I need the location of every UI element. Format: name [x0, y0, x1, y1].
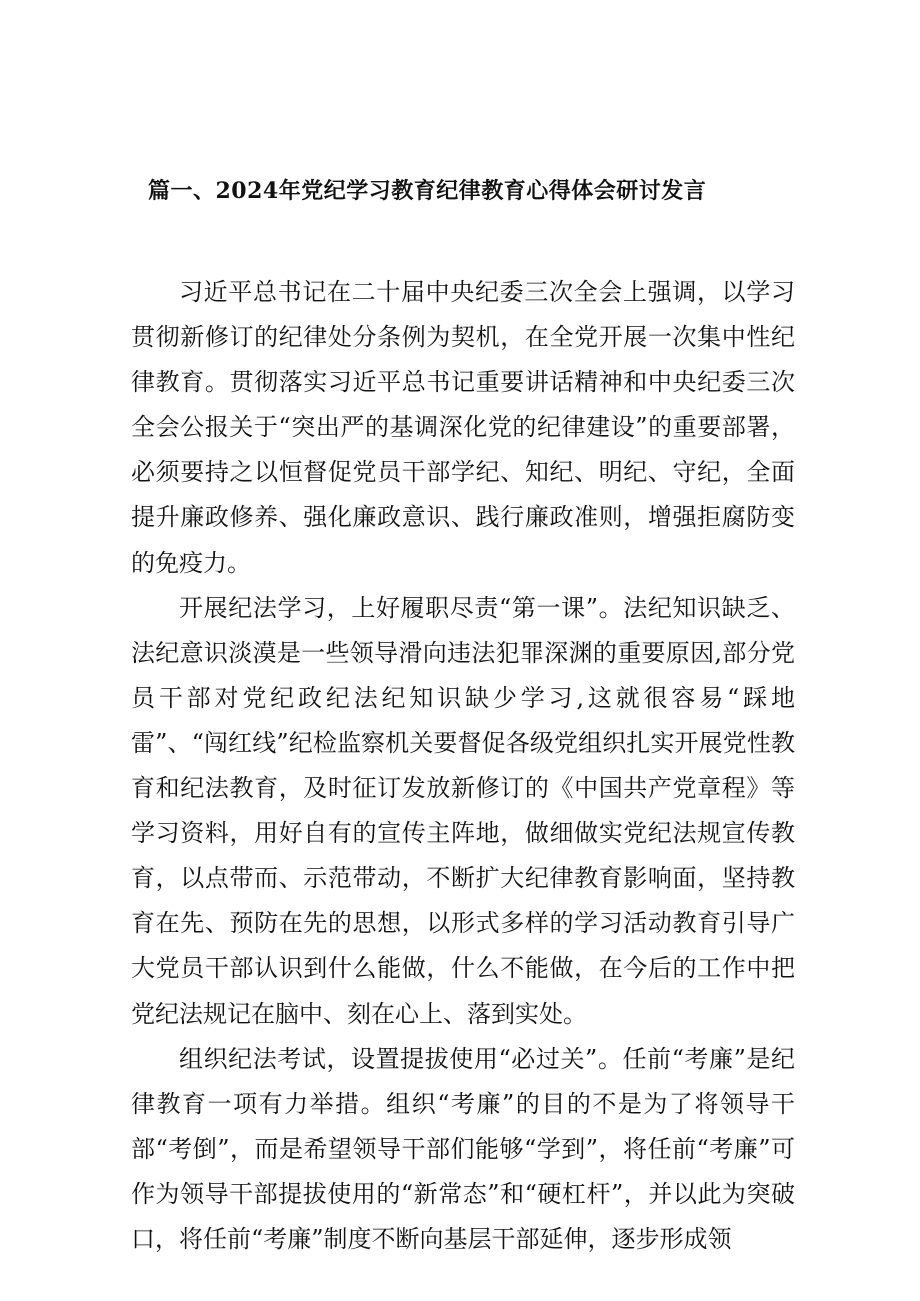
paragraph-exam: 组织纪法考试，设置提拔使用“必过关”。任前“考廉”是纪律教育一项有力举措。组织“考廉”的目的不是为了将领导干部“考倒”，而是希望领导干部们能够“学到”，将任前“考廉”可作为领导干部提拔使用的“新常态”和“硬杠杆”，并以此为突破口，将任前“考廉”制度不断向基层干部延伸，逐步形成领 — [131, 1044, 795, 1253]
paragraph-intro: 习近平总书记在二十届中央纪委三次全会上强调，以学习贯彻新修订的纪律处分条例为契机，在全党开展一次集中性纪律教育。贯彻落实习近平总书记重要讲话精神和中央纪委三次全会公报关于“突出严的基调深化党的纪律建设”的重要部署，必须要持之以恒督促党员干部学纪、知纪、明纪、守纪，全面提升廉政修养、强化廉政意识、践行廉政准则，增强拒腐防变的免疫力。 — [131, 278, 795, 577]
paragraph-study: 开展纪法学习，上好履职尽责“第一课”。法纪知识缺乏、法纪意识淡漠是一些领导滑向违法犯罪深渊的重要原因,部分党员干部对党纪政纪法纪知识缺少学习,这就很容易“踩地雷”、“闯红线”纪检监察机关要督促各级党组织扎实开展党性教育和纪法教育，及时征订发放新修订的《中国共产党章程》等学习资料，用好自有的宣传主阵地，做细做实党纪法规宣传教育，以点带而、示范带动，不断扩大纪律教育影响面，坚持教育在先、预防在先的思想，以形式多样的学习活动教育引导广大党员干部认识到什么能做，什么不能做，在今后的工作中把党纪法规记在脑中、刻在心上、落到实处。 — [131, 593, 795, 1028]
document-body — [131, 270, 795, 1262]
document-title: 篇一、2024年党纪学习教育纪律教育心得体会研讨发言 — [148, 178, 707, 204]
